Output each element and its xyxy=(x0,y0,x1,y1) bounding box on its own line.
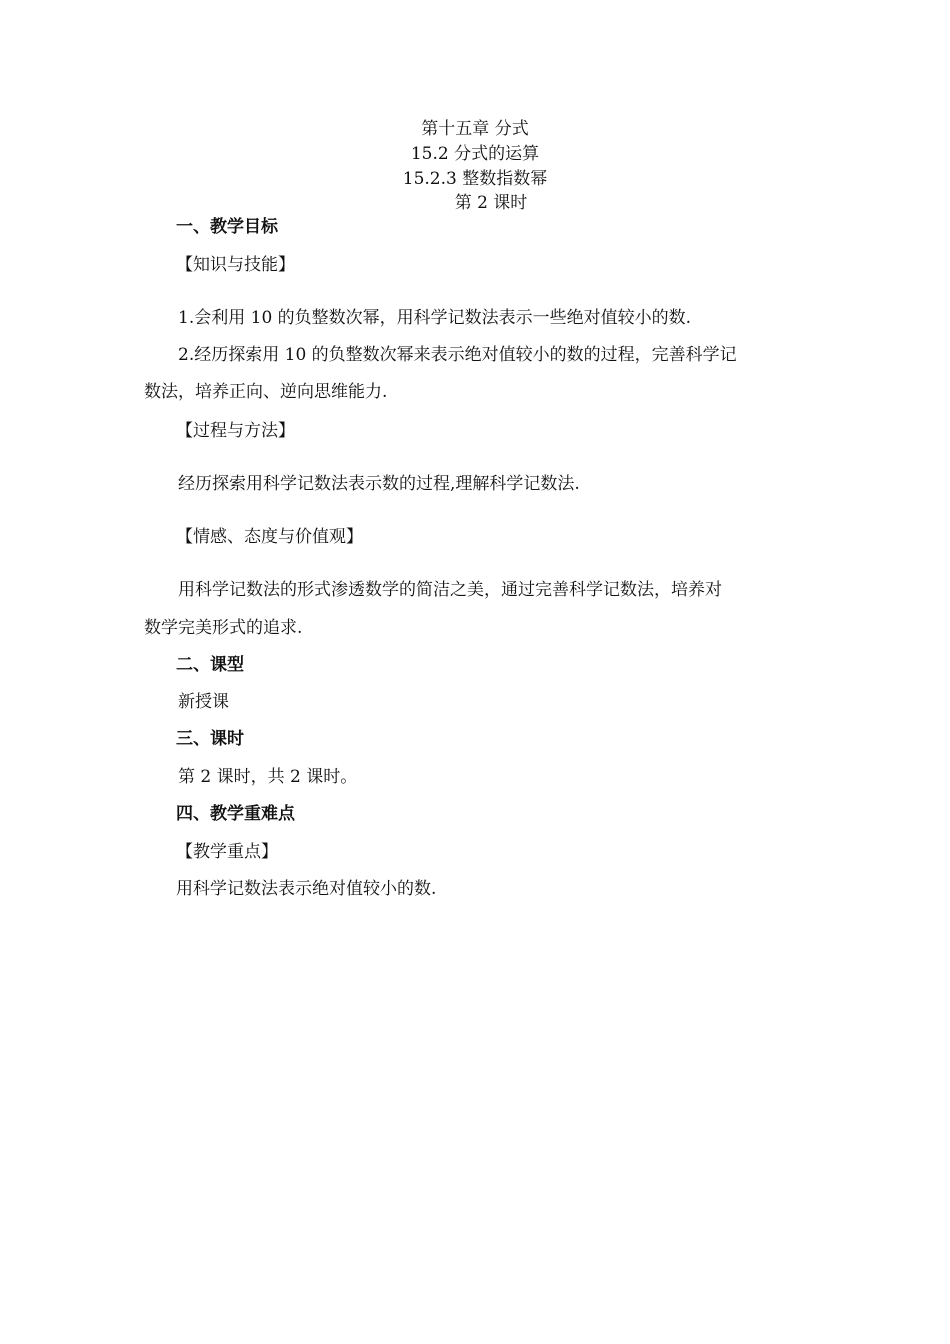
key-points-text: 用科学记数法表示绝对值较小的数. xyxy=(176,879,437,899)
emotion-text-line-1: 用科学记数法的形式渗透数学的简洁之美，通过完善科学记数法，培养对 xyxy=(178,580,722,600)
lesson-number: 第 2 课时 xyxy=(454,193,528,213)
hours-text: 第 2 课时，共 2 课时。 xyxy=(178,767,358,787)
emotion-text-line-2: 数学完美形式的追求. xyxy=(144,618,303,638)
emotion-label: 【情感、态度与价值观】 xyxy=(176,527,363,547)
process-label: 【过程与方法】 xyxy=(176,421,295,441)
process-text: 经历探索用科学记数法表示数的过程,理解科学记数法. xyxy=(178,474,580,494)
hours-heading: 三、课时 xyxy=(176,729,244,749)
section-title: 15.2 分式的运算 xyxy=(410,144,540,164)
knowledge-item-2-line-1: 2.经历探索用 10 的负整数次幂来表示绝对值较小的数的过程，完善科学记 xyxy=(178,345,737,365)
key-points-heading: 四、教学重难点 xyxy=(176,804,295,824)
knowledge-item-1: 1.会利用 10 的负整数次幂，用科学记数法表示一些绝对值较小的数. xyxy=(178,308,692,328)
objectives-heading: 一、教学目标 xyxy=(176,217,278,237)
type-text: 新授课 xyxy=(178,692,229,712)
knowledge-label: 【知识与技能】 xyxy=(176,255,295,275)
knowledge-item-2-line-2: 数法，培养正向、逆向思维能力. xyxy=(144,382,388,402)
chapter-title: 第十五章 分式 xyxy=(421,119,529,139)
key-points-label: 【教学重点】 xyxy=(176,842,278,862)
subsection-title: 15.2.3 整数指数幂 xyxy=(402,169,548,189)
type-heading: 二、课型 xyxy=(176,655,244,675)
